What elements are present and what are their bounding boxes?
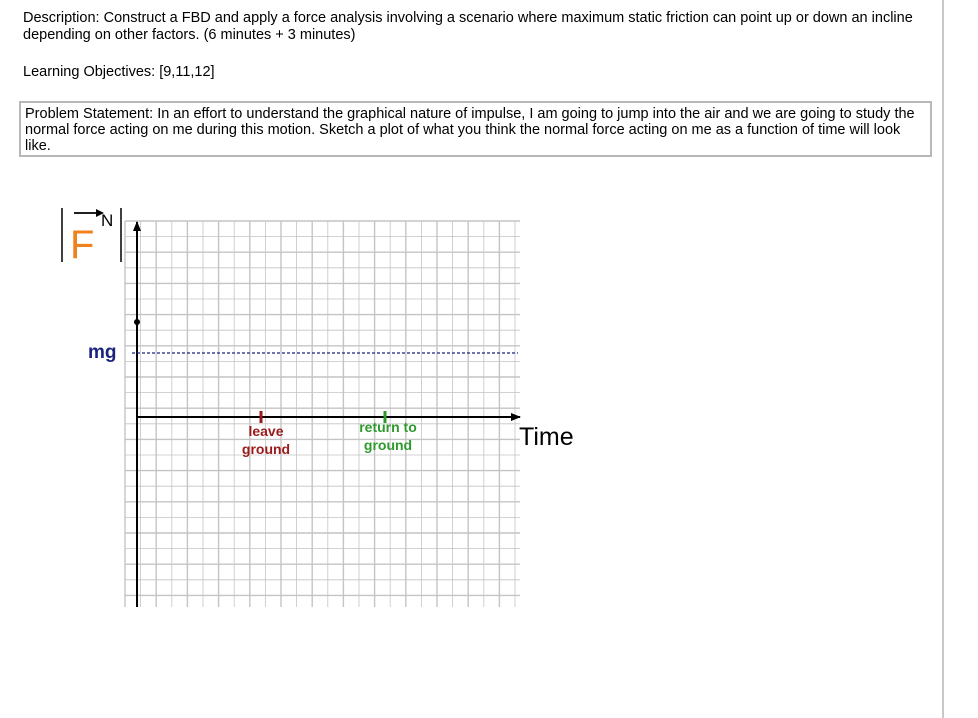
plot-grid [125, 221, 520, 607]
return-ground-line2: ground [363, 437, 413, 453]
problem-label: Problem Statement: [25, 106, 154, 122]
force-letter: F [70, 223, 95, 267]
leave-ground-line2: ground [241, 441, 291, 457]
description-label: Description: [23, 10, 100, 26]
leave-ground-line1: leave [248, 423, 284, 439]
force-subscript: N [101, 211, 114, 230]
y-axis-tick-dot [134, 319, 140, 325]
description-text: Construct a FBD and apply a force analysis involving a scenario where maximum static friction can point up or down an incline depending on other factors. (6 minutes + 3 minutes) [23, 10, 913, 43]
x-axis-label: Time [519, 423, 574, 451]
objectives-text: [9,11,12] [159, 64, 215, 80]
return-ground-line1: return to [359, 419, 417, 435]
y-axis-label [62, 208, 121, 267]
mg-label: mg [88, 342, 117, 363]
problem-text: In an effort to understand the graphical nature of impulse, I am going to jump into the air and we are going to study the normal force acting on me during this motion. Sketch a plot of what you think the normal force acting on me as a function of time will look like. [25, 106, 915, 154]
objectives-label: Learning Objectives: [23, 64, 156, 80]
